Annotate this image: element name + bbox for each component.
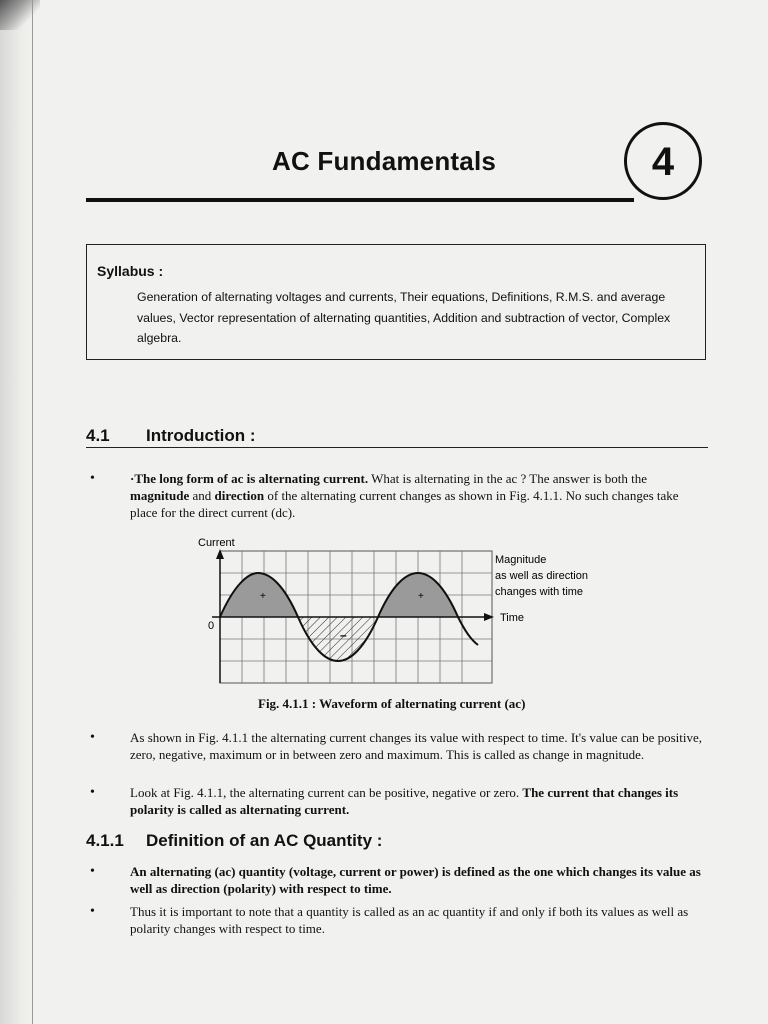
bullet-icon: • [90,785,95,800]
bullet-icon: • [90,730,95,745]
intro-lead: ·The long form of ac is alternating current. [130,471,369,486]
bullet-magnitude-text: As shown in Fig. 4.1.1 the alternating current changes its value with respect to time. It's value can be positive, zero, negative, maximum or in between zero and maximum. This is called as change in magnitude. [130,730,703,762]
section-rule [86,447,708,448]
title-underline [86,198,634,202]
intro-magnitude: magnitude [130,488,190,503]
intro-text-c: of the alternating current changes as shown in Fig. 4.1.1. No such changes take place for the direct current (dc). [130,488,679,520]
annotation-line-2: as well as direction [495,570,588,582]
ac-waveform-svg [190,535,630,685]
bullet-ac-quantity-text: Thus it is important to note that a quantity is called as an ac quantity if and only if both its values as well as polarity changes with respect to time. [130,904,689,936]
section-title: Introduction : [146,426,256,445]
syllabus-box [86,244,706,360]
bullet-polarity [90,784,708,818]
ac-waveform-figure [190,535,630,690]
bullet-icon: • [90,904,95,919]
bullet-definition [90,863,708,897]
intro-text-a: What is alternating in the ac ? The answer is both the [368,471,647,486]
section-heading-4-1 [86,426,386,448]
figure-caption: Fig. 4.1.1 : Waveform of alternating current (ac) [258,696,526,711]
chapter-number: 4 [651,140,675,184]
section-number: 4.1.1 [86,831,124,850]
bullet-ac-quantity [90,903,708,937]
annotation-line-3: changes with time [495,586,584,598]
syllabus-heading: Syllabus : [97,263,164,279]
bullet-icon: • [90,864,95,879]
section-number: 4.1 [86,426,110,445]
bullet-definition-text: An alternating (ac) quantity (voltage, current or power) is defined as the one which changes its value as well as direction (polarity) with respect to time. [130,864,701,896]
x-axis-label: Time [500,612,525,624]
polarity-definition: The current that changes its polarity is called as alternating current. [130,785,679,817]
intro-direction: direction [214,488,265,503]
chapter-title: AC Fundamentals [272,146,497,176]
page-corner-shadow [0,0,40,30]
bullet-magnitude [90,729,708,763]
minus-sign: – [340,628,347,642]
section-title: Definition of an AC Quantity : [146,831,383,850]
binding-line [32,0,33,1024]
chapter-number-badge [624,122,702,200]
y-axis-label: Current [198,537,235,549]
bullet-polarity-text [130,784,708,818]
intro-text-b: and [189,488,215,503]
origin-label: 0 [208,620,215,632]
plus-sign-1: + [260,591,266,602]
intro-bullet [90,470,708,521]
annotation-line-1: Magnitude [495,554,547,566]
page-binding-edge [0,0,34,1024]
plus-sign-2: + [418,591,424,602]
syllabus-text: Generation of alternating voltages and currents, Their equations, Definitions, R.M.S. and average values, Vector representation of alternating quantities, Addition and subtraction of vector, Complex algebra. [137,290,671,345]
polarity-text: Look at Fig. 4.1.1, the alternating current can be positive, negative or zero. [130,785,523,800]
intro-bullet-text [130,470,708,521]
section-heading-4-1-1 [86,831,486,853]
bullet-icon: • [90,471,95,486]
